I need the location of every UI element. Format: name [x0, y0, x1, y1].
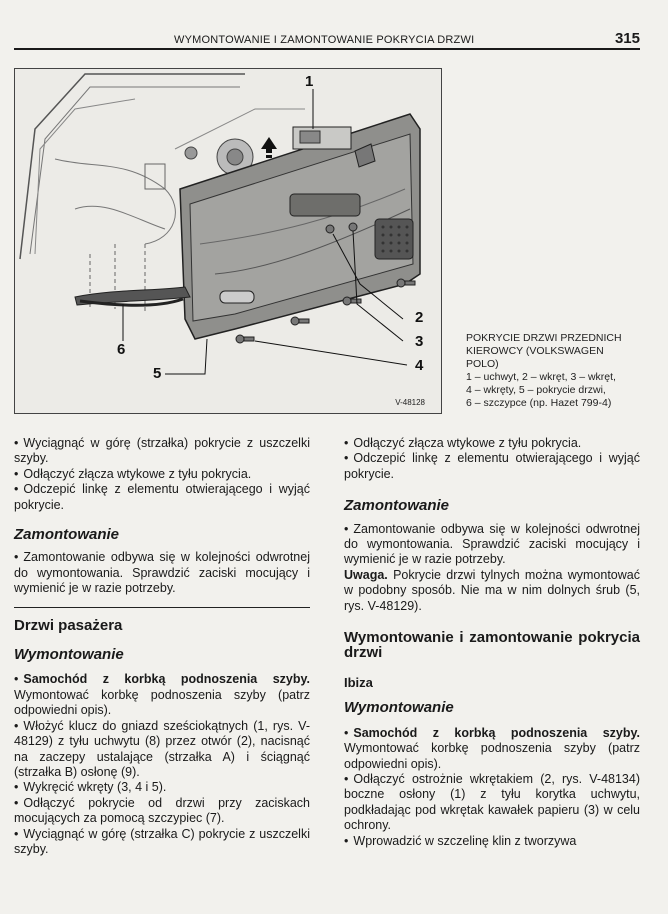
left-bullet-8: • Odłączyć pokrycie od drzwi przy zaciskach mocujących za pomocą szczypiec (7). — [14, 796, 310, 827]
figure-reference: V-48128 — [395, 398, 425, 407]
left-bullet-2: • Odłączyć złącza wtykowe z tyłu pokrycia. — [14, 467, 310, 482]
left-bullet-9: • Wyciągnąć w górę (strzałka C) pokrycie z uszczelki szyby. — [14, 827, 310, 858]
right-bullet-4-text: Wymontować korbkę podnoszenia szyby (patrz odpowiedni opis). — [344, 741, 640, 771]
door-trim-illustration — [15, 69, 441, 413]
right-bullet-2: • Odczepić linkę z elementu otwierającego i wyjąć pokrycie. — [344, 451, 640, 482]
caption-line: POLO) — [466, 358, 499, 370]
callout-5: 5 — [153, 365, 162, 382]
right-heading-ibiza: Ibiza — [344, 674, 373, 690]
callout-2: 2 — [415, 309, 424, 326]
caption-line: KIEROWCY (VOLKSWAGEN — [466, 345, 604, 357]
left-heading-drzwi-pasazera: Drzwi pasażera — [14, 616, 123, 634]
figure-caption — [466, 332, 646, 410]
right-bullet-1: • Odłączyć złącza wtykowe z tyłu pokrycia. — [344, 436, 640, 451]
callout-6: 6 — [117, 341, 126, 358]
right-note — [344, 568, 640, 614]
left-bullet-1: • Wyciągnąć w górę (strzałka) pokrycie z uszczelki szyby. — [14, 436, 310, 467]
door-trim-figure — [14, 68, 442, 414]
left-bullet-7: • Wykręcić wkręty (3, 4 i 5). — [14, 780, 310, 795]
left-bullet-4: • Zamontowanie odbywa się w kolejności odwrotnej do wymontowania. Sprawdzić zaciski mocujący i wymienić je w razie potrzeby. — [14, 550, 310, 596]
left-column — [14, 436, 310, 857]
caption-line: POKRYCIE DRZWI PRZEDNICH — [466, 332, 622, 344]
right-heading-pokrycia: Wymontowanie i zamontowanie pokrycia drzwi — [344, 629, 640, 662]
left-bullet-5 — [14, 672, 310, 718]
left-heading-wymontowanie: Wymontowanie — [14, 646, 124, 664]
right-bullet-4 — [344, 726, 640, 772]
left-heading-zamontowanie: Zamontowanie — [14, 526, 120, 544]
right-column — [344, 436, 640, 849]
left-bullet-6: • Włożyć klucz do gniazd sześciokątnych (1, rys. V-48129) z tyłu uchwytu (8) przez otwór (2), nacisnąć na zaczepy ustalające (strzałka A) i ściągnąć (strzałka B) osłonę (9). — [14, 719, 310, 781]
caption-line: 4 – wkręty, 5 – pokrycie drzwi, — [466, 384, 606, 396]
right-heading-zamontowanie: Zamontowanie — [344, 497, 450, 515]
right-bullet-3: • Zamontowanie odbywa się w kolejności odwrotnej do wymontowania. Sprawdzić zaciski mocujący i wymienić je w razie potrzeby. — [344, 522, 640, 568]
left-bullet-5-bold: Samochód z korbką podnoszenia szyby. — [23, 672, 310, 687]
right-bullet-6: • Wprowadzić w szczelinę klin z tworzywa — [344, 834, 640, 849]
callout-4: 4 — [415, 357, 424, 374]
left-bullet-3: • Odczepić linkę z elementu otwierającego i wyjąć pokrycie. — [14, 482, 310, 513]
right-heading-wymontowanie: Wymontowanie — [344, 699, 454, 717]
callout-3: 3 — [415, 333, 424, 350]
right-bullet-4-bold: Samochód z korbką podnoszenia szyby. — [353, 725, 640, 740]
page-number: 315 — [614, 30, 640, 47]
caption-line: 6 – szczypce (np. Hazet 799-4) — [466, 397, 612, 409]
caption-line: 1 – uchwyt, 2 – wkręt, 3 – wkręt, — [466, 371, 616, 383]
right-bullet-5: • Odłączyć ostrożnie wkrętakiem (2, rys. V-48134) boczne osłony (1) z tyłu korytka uchwytu, podkładając pod wkrętak kawałek papieru (3) w celu ochrony. — [344, 772, 640, 834]
note-text: Pokrycie drzwi tylnych można wymontować w podobny sposób. Nie ma w nim dolnych śrub (5, rys. V-48129). — [344, 567, 640, 613]
note-label: Uwaga. — [344, 567, 388, 582]
header-title: WYMONTOWANIE I ZAMONTOWANIE POKRYCIA DRZWI — [174, 34, 475, 46]
page-header — [14, 30, 640, 50]
callout-1: 1 — [305, 73, 314, 90]
left-bullet-5-text: Wymontować korbkę podnoszenia szyby (patrz odpowiedni opis). — [14, 687, 310, 718]
